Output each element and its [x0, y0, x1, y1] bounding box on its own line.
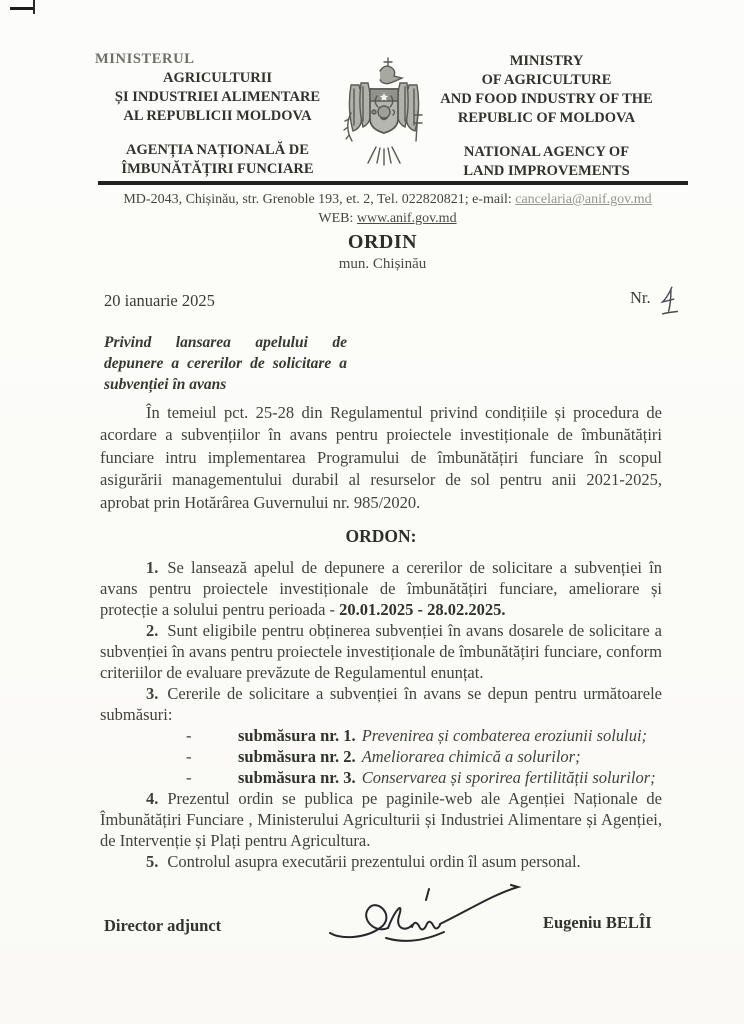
- item-period-dates: 20.01.2025 - 28.02.2025.: [339, 600, 506, 619]
- moldova-coat-of-arms-icon: [341, 55, 427, 173]
- order-item-1: [100, 557, 662, 620]
- number-label: Nr.: [630, 288, 651, 307]
- document-number: [630, 288, 681, 318]
- list-dash: -: [186, 768, 192, 787]
- list-dash: -: [186, 747, 192, 766]
- order-preamble: În temeiul pct. 25-28 din Regulamentul privind condițiile și procedura de acordare a subvențiilor în avans pentru proiectele investiționale de îmbunătățiri funciare intru implementarea Programului de îmbunătățiri funciare în scopul asigurării managementului durabil al resurselor de sol pentru anii 2021-2025, aprobat prin Hotărârea Guvernului nr. 985/2020.: [100, 403, 662, 512]
- ministry-label-ro: MINISTERUL: [95, 51, 195, 67]
- ordon-heading: ORDON:: [345, 526, 417, 546]
- ministry-name-en: AND FOOD INDUSTRY OF THE: [440, 91, 653, 107]
- submeasure-label: submăsura nr. 1.: [238, 726, 356, 745]
- handwritten-signature-icon: [322, 878, 537, 956]
- order-item-5: [100, 851, 662, 872]
- ministry-name-en: MINISTRY: [509, 53, 584, 69]
- item-number: 5.: [146, 852, 159, 871]
- ministry-name-en: REPUBLIC OF MOLDOVA: [457, 110, 636, 126]
- submeasure-desc: Prevenirea și combaterea eroziunii solului;: [361, 726, 648, 745]
- item-text: Sunt eligibile pentru obținerea subvenției în avans dosarele de solicitare a subvenției în avans pentru proiectele investiționale de îmbunătățiri funciare, conform criteriilor de evaluare prevăzute de Regulamentul enunțat.: [100, 621, 662, 682]
- submeasure-3: [100, 767, 662, 788]
- scan-artifact: [33, 0, 35, 14]
- item-number: 1.: [146, 558, 159, 577]
- signer-name: Eugeniu BELÎI: [543, 913, 652, 932]
- item-text: Cererile de solicitare a subvenției în avans se depun pentru următoarele submăsuri:: [100, 684, 662, 724]
- letterhead-right: [424, 52, 669, 181]
- order-items: [100, 557, 662, 872]
- order-item-2: [100, 620, 662, 683]
- address-text: MD-2043, Chișinău, str. Grenoble 193, et. 2, Tel. 022820821; e-mail:: [123, 192, 516, 207]
- contact-block: [95, 190, 680, 228]
- ministry-name-en: OF AGRICULTURE: [481, 72, 612, 88]
- submeasure-desc: Conservarea și sporirea fertilității solurilor;: [361, 768, 656, 787]
- spacer: [95, 126, 340, 141]
- submeasure-1: [100, 725, 662, 746]
- document-date: 20 ianuarie 2025: [104, 291, 215, 310]
- order-subject: Privind lansarea apelului de depunere a cererilor de solicitare a subvenției în avans: [104, 334, 347, 393]
- item-text: Controlul asupra executării prezentului ordin îl asum personal.: [167, 852, 581, 871]
- submeasure-desc: Ameliorarea chimică a solurilor;: [361, 747, 581, 766]
- agency-name-en: LAND IMPROVEMENTS: [463, 163, 630, 179]
- item-number: 3.: [146, 684, 159, 703]
- web-label: WEB:: [318, 211, 357, 226]
- email-link: cancelaria@anif.gov.md: [515, 192, 652, 207]
- agency-name-ro: ÎMBUNĂTĂȚIRI FUNCIARE: [121, 161, 314, 177]
- contact-line: [95, 190, 680, 209]
- submeasure-label: submăsura nr. 2.: [238, 747, 356, 766]
- handwritten-number-icon: [659, 284, 681, 318]
- document-place: mun. Chișinău: [338, 256, 427, 272]
- ministry-name-ro: ȘI INDUSTRIEI ALIMENTARE: [114, 89, 321, 105]
- web-line: [95, 209, 680, 228]
- agency-name-ro: AGENȚIA NAȚIONALĂ DE: [126, 142, 309, 158]
- order-item-4: [100, 788, 662, 851]
- spacer: [424, 128, 669, 143]
- website-link: www.anif.gov.md: [356, 211, 457, 226]
- submeasure-2: [100, 746, 662, 767]
- scan-artifact: [10, 7, 35, 10]
- item-number: 4.: [146, 789, 159, 808]
- letterhead-divider: [98, 181, 688, 185]
- letterhead-left: [95, 50, 340, 179]
- signer-role: Director adjunct: [104, 916, 222, 935]
- submeasure-label: submăsura nr. 3.: [238, 768, 356, 787]
- list-dash: -: [186, 726, 192, 745]
- document-title: ORDIN: [347, 231, 418, 253]
- ministry-name-ro: AGRICULTURII: [162, 70, 273, 86]
- item-number: 2.: [146, 621, 159, 640]
- item-text: Prezentul ordin se publica pe paginile-web ale Agenției Naționale de Îmbunătățiri Funciare , Ministerului Agriculturii și Industriei Alimentare și Agenției, de Intervenție și Plați pentru Agricultura.: [100, 789, 662, 850]
- order-item-3: [100, 683, 662, 725]
- ministry-name-ro: AL REPUBLICII MOLDOVA: [123, 108, 312, 124]
- agency-name-en: NATIONAL AGENCY OF: [463, 144, 630, 160]
- item-text: Se lansează apelul de depunere a cererilor de solicitare a subvenției în avans pentru proiectele investiționale de îmbunătățiri funciare, ameliorare și protecție a solului pentru perioada -: [100, 558, 662, 619]
